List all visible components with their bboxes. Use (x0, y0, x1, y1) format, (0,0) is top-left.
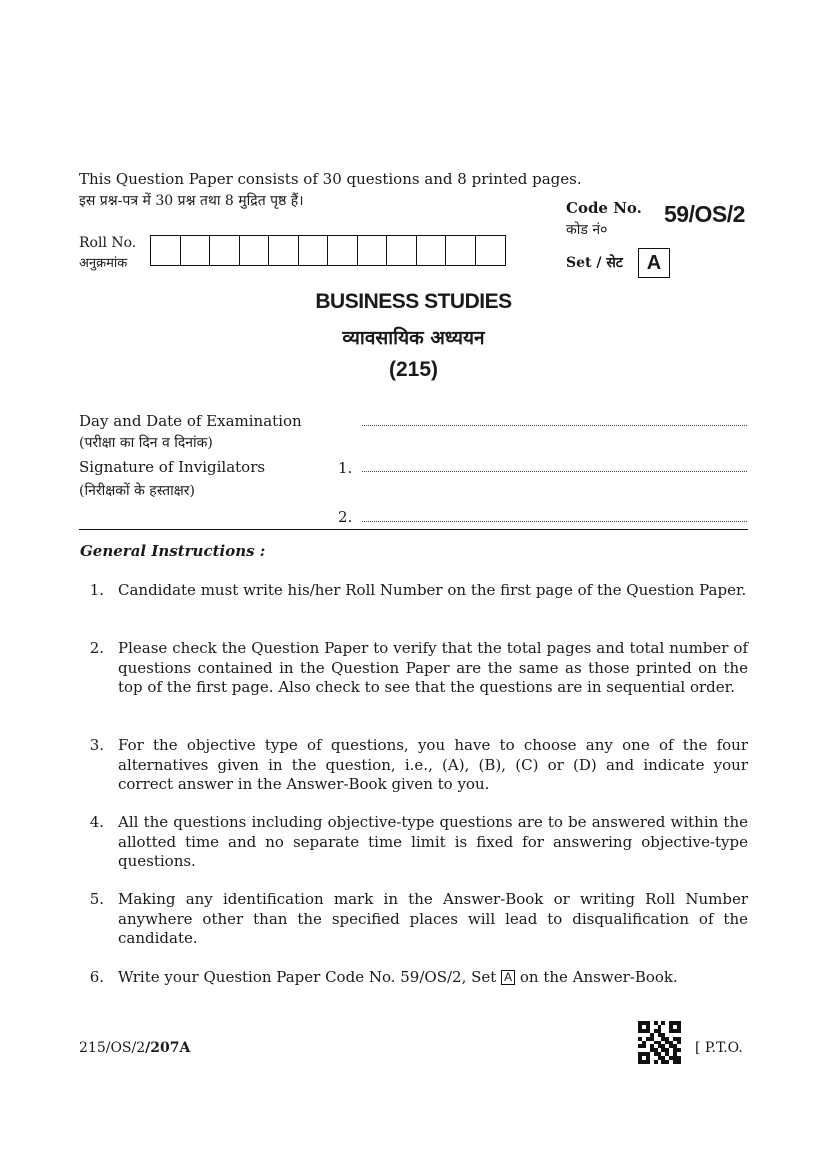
code-value: 59/OS/2 (664, 201, 745, 227)
instruction-text-after: on the Answer-Book. (519, 968, 678, 986)
roll-cell[interactable] (181, 236, 211, 265)
instruction-number: 5. (89, 890, 104, 908)
instruction-text: Please check the Question Paper to verify that the total pages and total number of questions contained in the Question Paper are the same as those printed on the top of the first page. Also check to see that the questions are in sequential order. (118, 639, 748, 696)
instruction-text (118, 968, 748, 988)
instruction-number: 6. (89, 968, 104, 986)
roll-cell[interactable] (240, 236, 270, 265)
footer-code-prefix: 215/OS/2 (79, 1040, 146, 1056)
code-label-hi: कोड नं० (566, 222, 608, 238)
paper-consists-en: This Question Paper consists of 30 questions and 8 printed pages. (79, 170, 582, 188)
roll-cell[interactable] (446, 236, 476, 265)
qr-code-icon (638, 1021, 681, 1064)
invigilator-2-number: 2. (338, 508, 353, 526)
instruction-text: Making any identification mark in the Answer-Book or writing Roll Number anywhere other than the specified places will lead to disqualification of the candidate. (118, 890, 748, 947)
instruction-number: 1. (89, 581, 104, 599)
roll-cell[interactable] (269, 236, 299, 265)
instruction-number: 4. (89, 813, 104, 831)
set-label: Set / सेट (566, 255, 623, 271)
roll-cell[interactable] (328, 236, 358, 265)
roll-label-hi: अनुक्रमांक (79, 256, 128, 271)
instruction-text: All the questions including objective-type questions are to be answered within the allotted time and no separate time limit is fixed for answering objective-type questions. (118, 813, 748, 870)
footer-code-suffix: /207A (145, 1040, 191, 1056)
instructions-heading: General Instructions : (80, 542, 266, 560)
invigilator-sign-label-hi: (निरीक्षकों के हस्ताक्षर) (79, 483, 195, 499)
subject-title-en: BUSINESS STUDIES (315, 290, 512, 313)
roll-cell[interactable] (417, 236, 447, 265)
invigilator-1-number: 1. (338, 459, 353, 477)
set-box-inline: A (501, 970, 515, 985)
instruction-text: Candidate must write his/her Roll Number on the first page of the Question Paper. (118, 581, 747, 599)
code-label-en: Code No. (566, 199, 642, 217)
subject-title-hi: व्यावसायिक अध्ययन (342, 327, 485, 349)
invigilator-1-field[interactable] (362, 471, 747, 472)
roll-cell[interactable] (358, 236, 388, 265)
roll-cell[interactable] (387, 236, 417, 265)
roll-number-boxes[interactable] (150, 235, 506, 266)
roll-cell[interactable] (476, 236, 506, 265)
pto-label: [ P.T.O. (695, 1040, 743, 1056)
set-box: A (638, 248, 670, 278)
instruction-text: For the objective type of questions, you have to choose any one of the four alternatives given in the question, i.e., (A), (B), (C) or (D) and indicate your correct answer in the Answer-Book given to you. (118, 736, 748, 793)
exam-date-field[interactable] (362, 425, 747, 426)
instruction-text-before: Write your Question Paper Code No. 59/OS/2, Set (118, 968, 497, 986)
footer-paper-code (79, 1040, 190, 1056)
invigilator-2-field[interactable] (362, 521, 747, 522)
instruction-number: 2. (89, 639, 104, 657)
exam-date-label-en: Day and Date of Examination (79, 412, 302, 430)
paper-consists-hi: इस प्रश्न-पत्र में 30 प्रश्न तथा 8 मुद्रित पृष्ठ हैं। (79, 193, 304, 209)
invigilator-sign-label-en: Signature of Invigilators (79, 458, 266, 476)
header-divider (79, 529, 748, 530)
roll-label-en: Roll No. (79, 235, 137, 251)
subject-code: (215) (388, 358, 439, 381)
instruction-number: 3. (89, 736, 104, 754)
roll-cell[interactable] (151, 236, 181, 265)
exam-date-label-hi: (परीक्षा का दिन व दिनांक) (79, 435, 213, 451)
roll-cell[interactable] (299, 236, 329, 265)
roll-cell[interactable] (210, 236, 240, 265)
